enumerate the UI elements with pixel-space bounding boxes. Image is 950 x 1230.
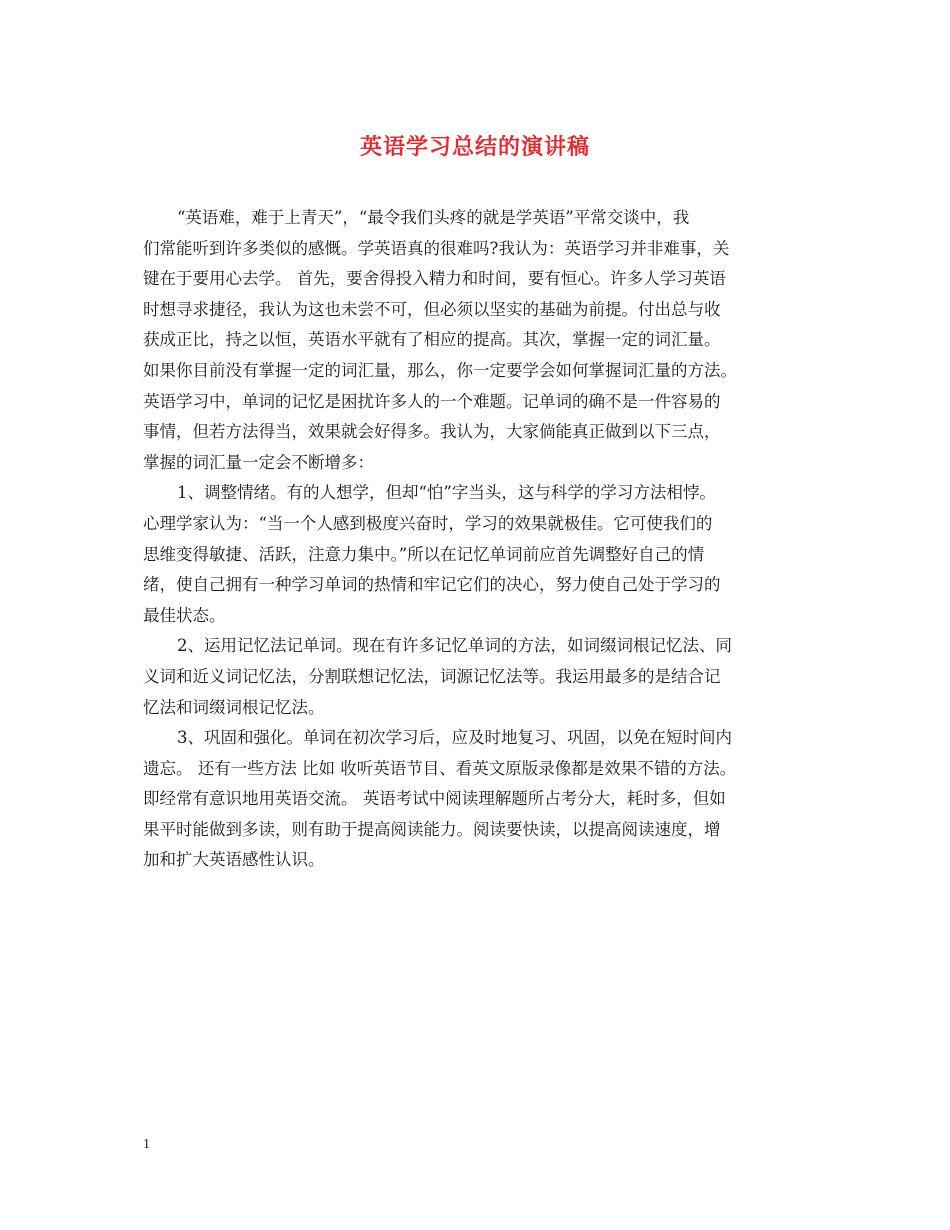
text-line: 键在于要用心去学。 首先，要舍得投入精力和时间，要有恒心。许多人学习英语 xyxy=(143,269,726,289)
text-line: “英语难，难于上青天”，“最令我们头疼的就是学英语”平常交谈中，我 xyxy=(177,208,690,227)
page-number: 1 xyxy=(143,1137,150,1152)
text-line: 果平时能做到多读，则有助于提高阅读能力。阅读要快读，以提高阅读速度，增 xyxy=(143,819,721,839)
text-line: 最佳状态。 xyxy=(143,605,226,625)
text-line: 事情，但若方法得当，效果就会好得多。我认为，大家倘能真正做到以下三点， xyxy=(143,422,721,442)
text-line: 1、调整情绪。有的人想学，但却“怕”字当头，这与科学的学习方法相悖。 xyxy=(177,483,716,503)
text-line: 时想寻求捷径，我认为这也未尝不可，但必须以坚实的基础为前提。付出总与收 xyxy=(143,299,721,319)
text-line: 忆法和词缀词根记忆法。 xyxy=(143,697,325,717)
text-line: 遗忘。 还有一些方法 比如 收听英语节目、看英文原版录像都是效果不错的方法。 xyxy=(143,758,737,778)
text-line: 3、巩固和强化。单词在初次学习后，应及时地复习、巩固，以免在短时间内 xyxy=(177,728,732,748)
text-line: 加和扩大英语感性认识。 xyxy=(143,850,325,870)
text-line: 绪，使自己拥有一种学习单词的热情和牢记它们的决心，努力使自己处于学习的 xyxy=(143,575,721,595)
text-line: 英语学习中，单词的记忆是困扰许多人的一个难题。记单词的确不是一件容易的 xyxy=(143,391,721,411)
text-line: 心理学家认为：“当一个人感到极度兴奋时，学习的效果就极佳。它可使我们的 xyxy=(143,513,713,533)
text-line: 获成正比，持之以恒，英语水平就有了相应的提高。其次，掌握一定的词汇量。 xyxy=(143,330,721,350)
text-line: 即经常有意识地用英语交流。 英语考试中阅读理解题所占考分大，耗时多，但如 xyxy=(143,789,726,809)
text-line: 们常能听到许多类似的感慨。学英语真的很难吗?我认为：英语学习并非难事，关 xyxy=(143,238,730,258)
text-line: 如果你目前没有掌握一定的词汇量，那么，你一定要学会如何掌握词汇量的方法。 xyxy=(143,360,737,380)
text-line: 掌握的词汇量一定会不断增多： xyxy=(143,452,374,472)
document-body xyxy=(143,203,811,876)
document-title: 英语学习总结的演讲稿 xyxy=(359,134,590,160)
text-line: 义词和近义词记忆法，分割联想记忆法，词源记忆法等。我运用最多的是结合记 xyxy=(143,666,721,686)
text-line: 2、运用记忆法记单词。现在有许多记忆单词的方法，如词缀词根记忆法、同 xyxy=(177,636,732,656)
text-line: 思维变得敏捷、活跃，注意力集中。”所以在记忆单词前应首先调整好自己的情 xyxy=(143,544,705,564)
